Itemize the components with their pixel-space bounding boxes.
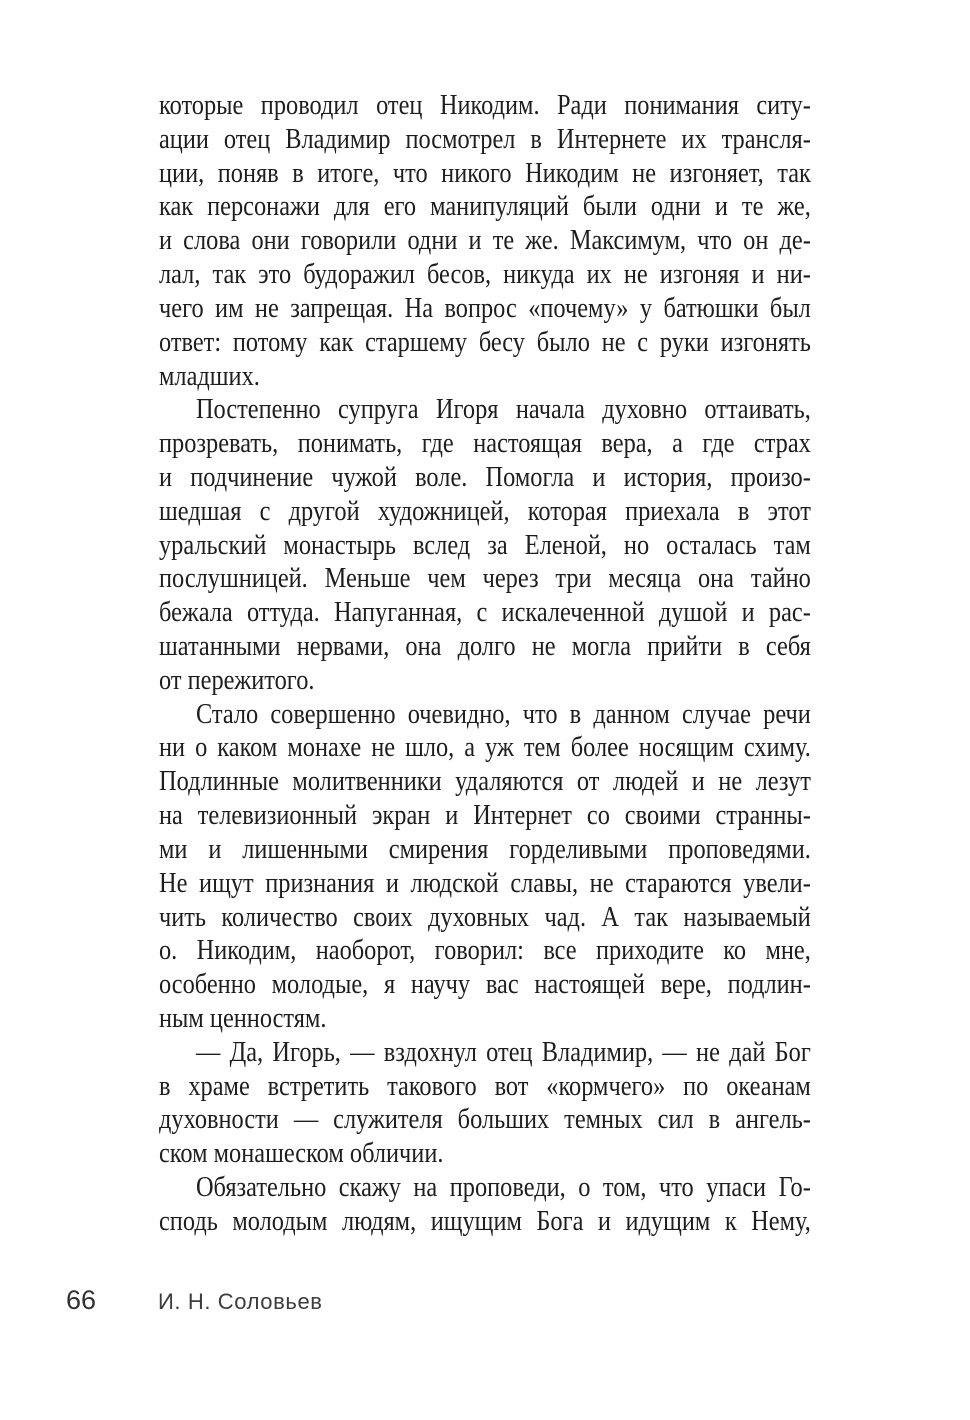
text-line: ском монашеском обличии. xyxy=(159,1137,444,1170)
running-author: И. Н. Соловьев xyxy=(158,1289,323,1314)
text-line: Обязательно скажу на проповеди, о том, что упаси Го- xyxy=(195,1171,811,1203)
text-line: Постепенно супруга Игоря начала духовно оттаивать, xyxy=(195,393,811,426)
page-number: 66 xyxy=(66,1285,97,1315)
text-line: прозревать, понимать, где настоящая вера, а где страх xyxy=(159,427,811,460)
text-line: — Да, Игорь, — вздохнул отец Владимир, — не дай Бог xyxy=(195,1035,811,1068)
text-line: и подчинение чужой воле. Помогла и история, произо- xyxy=(159,460,811,493)
text-line: духовности — служителя больших темных сил в ангель- xyxy=(159,1103,811,1136)
text-line: сподь молодым людям, ищущим Бога и идущим к Нему, xyxy=(159,1204,811,1237)
text-line: и слова они говорили одни и те же. Максимум, что он де- xyxy=(159,224,811,257)
text-line: чего им не запрещая. На вопрос «почему» у батюшки был xyxy=(159,291,811,324)
text-line: в храме встретить такового вот «кормчего» по океанам xyxy=(159,1069,811,1102)
text-line: особенно молодые, я научу вас настоящей вере, подлин- xyxy=(159,968,811,1001)
text-line: от пережитого. xyxy=(159,663,315,696)
text-line: шедшая с другой художницей, которая приехала в этот xyxy=(159,494,811,527)
text-line: лал, так это будоражил бесов, никуда их не изгоняя и ни- xyxy=(159,258,811,291)
text-line: которые проводил отец Никодим. Ради понимания ситу- xyxy=(159,89,811,121)
text-line: ции, поняв в итоге, что никого Никодим не изгоняет, так xyxy=(159,156,811,189)
body-text xyxy=(159,89,811,1239)
text-line: бежала оттуда. Напуганная, с искалеченной душой и рас- xyxy=(159,596,811,629)
text-line: шатанными нервами, она долго не могла прийти в себя xyxy=(159,630,811,662)
text-line: Подлинные молитвенники удаляются от людей и не лезут xyxy=(159,765,811,798)
text-line: уральский монастырь вслед за Еленой, но осталась там xyxy=(159,528,811,561)
text-line: младших. xyxy=(159,359,260,392)
text-line: ми и лишенными смирения горделивыми проповедями. xyxy=(159,832,811,865)
text-line: ным ценностям. xyxy=(159,1001,327,1034)
text-line: о. Никодим, наоборот, говорил: все приходите ко мне, xyxy=(159,934,811,967)
text-line: ации отец Владимир посмотрел в Интернете их трансля- xyxy=(159,122,811,155)
text-line: послушницей. Меньше чем через три месяца она тайно xyxy=(159,562,811,595)
text-line: как персонажи для его манипуляций были одни и те же, xyxy=(159,190,811,223)
text-line: на телевизионный экран и Интернет со своими странны- xyxy=(159,799,811,832)
text-line: ответ: потому как старшему бесу было не с руки изгонять xyxy=(159,325,811,358)
text-line: чить количество своих духовных чад. А так называемый xyxy=(159,900,811,933)
text-line: Стало совершенно очевидно, что в данном случае речи xyxy=(195,697,811,730)
text-line: ни о каком монахе не шло, а уж тем более носящим схиму. xyxy=(159,731,811,764)
text-line: Не ищут признания и людской славы, не стараются увели- xyxy=(159,866,811,899)
